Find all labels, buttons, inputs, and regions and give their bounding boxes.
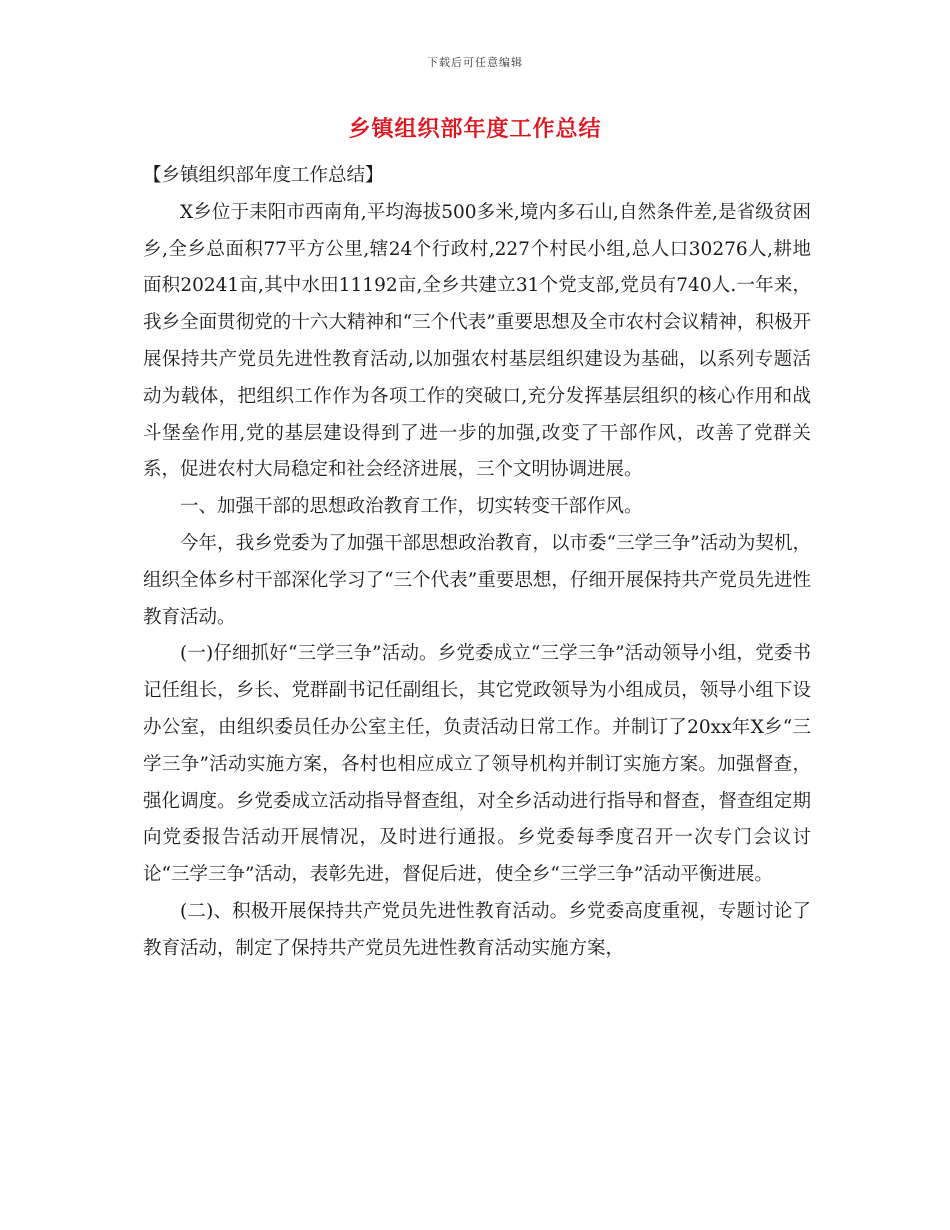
section-heading: 【乡镇组织部年度工作总结】	[143, 165, 384, 186]
paragraph-section-one-heading: 一、加强干部的思想政治教育工作，切实转变干部作风。	[180, 496, 643, 518]
document-title: 乡镇组织部年度工作总结	[348, 117, 602, 142]
paragraph-intro: X乡位于耒阳市西南角,平均海拔500多米,境内多石山,自然条件差,是省级贫困乡,全乡总面积77平方公里,辖24个行政村,227个村民小组,总人口30276人,耕地面积20241亩,其中水田11192亩,全乡共建立31个党支部,党员有740人.一年来，我乡全面贯彻党的十六大精神和“三个代表”重要思想及全市农村会议精神，积极开展保持共产党员先进性教育活动,以加强农村基层组织建设为基础，以系列专题活动为载体，把组织工作作为各项工作的突破口,充分发挥基层组织的核心作用和战斗堡垒作用,党的基层建设得到了进一步的加强,改变了干部作风，改善了党群关系，促进农村大局稳定和社会经济进展，三个文明协调进展。	[143, 201, 811, 481]
header-note: 下载后可任意编辑	[427, 56, 523, 69]
paragraph-subsection-two: (二)、积极开展保持共产党员先进性教育活动。乡党委高度重视，专题讨论了教育活动，制定了保持共产党员先进性教育活动实施方案，	[143, 900, 811, 959]
paragraph-subsection-one: (一)仔细抓好“三学三争”活动。乡党委成立“三学三争”活动领导小组，党委书记任组长，乡长、党群副书记任副组长，其它党政领导为小组成员，领导小组下设办公室，由组织委员任办公室主任，负责活动日常工作。并制订了20xx年X乡“三学三争”活动实施方案，各村也相应成立了领导机构并制订实施方案。加强督查，强化调度。乡党委成立活动指导督查组，对全乡活动进行指导和督查，督查组定期向党委报告活动开展情况，及时进行通报。乡党委每季度召开一次专门会议讨论“三学三争”活动，表彰先进，督促后进，使全乡“三学三争”活动平衡进展。	[143, 643, 811, 886]
paragraph-section-one-body: 今年，我乡党委为了加强干部思想政治教育，以市委“三学三争”活动为契机，组织全体乡村干部深化学习了“三个代表”重要思想，仔细开展保持共产党员先进性教育活动。	[143, 532, 811, 628]
document-body	[143, 158, 811, 968]
